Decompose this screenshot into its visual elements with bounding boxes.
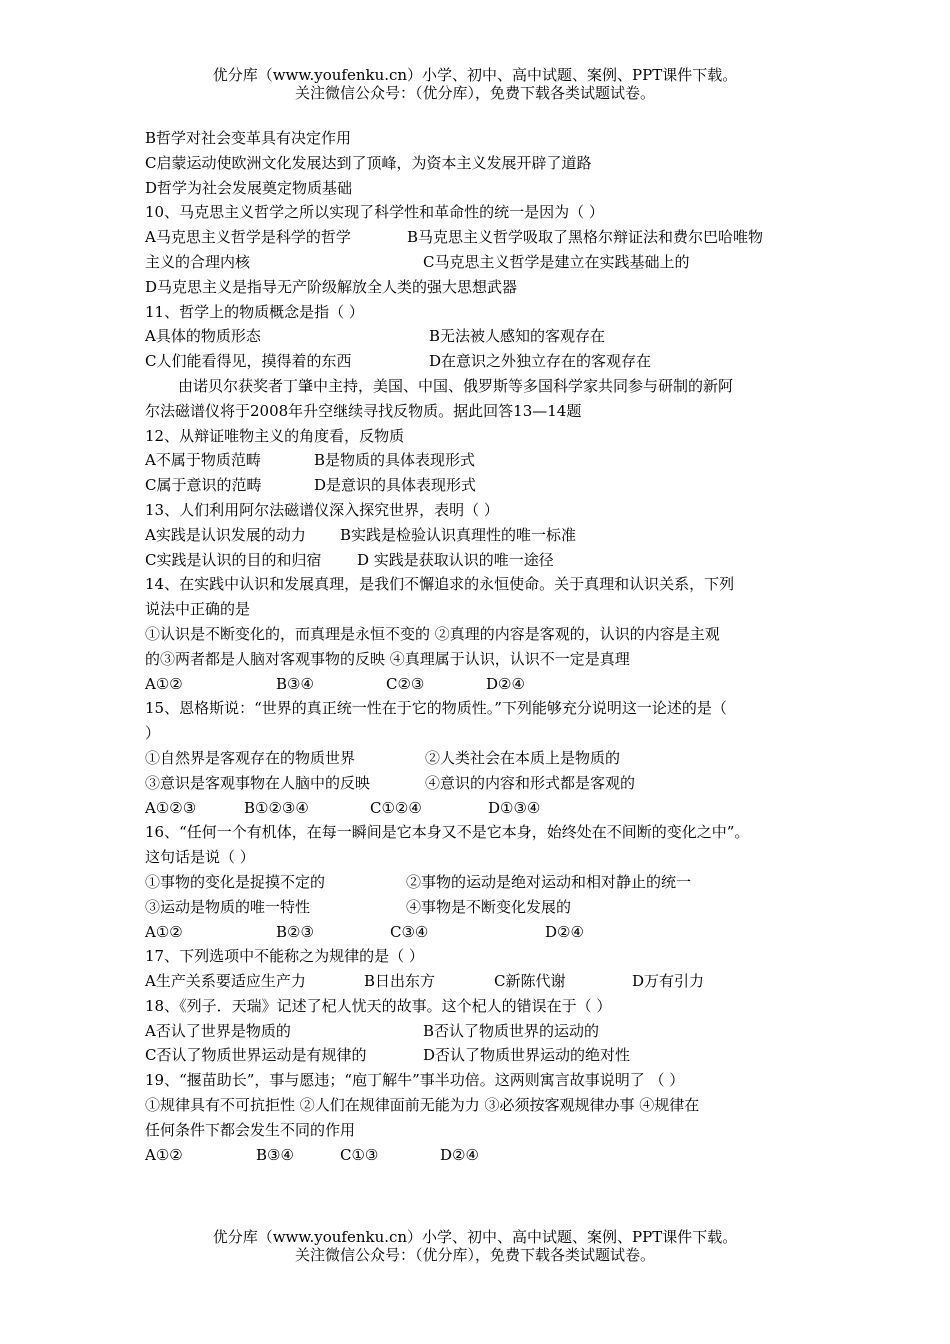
q19-choice-c: C①③: [340, 1145, 379, 1164]
q11-options-row-2: [145, 349, 825, 374]
q16-statements-2: [145, 895, 825, 920]
q17-stem: 17、下列选项中不能称之为规律的是（ ）: [145, 947, 424, 966]
q15-statements-2: [145, 771, 825, 796]
q16-choice-a: A①②: [145, 922, 183, 941]
q14-statements-2: 的③两者都是人脑对客观事物的反映 ④真理属于认识，认识不一定是真理: [145, 649, 630, 668]
q10-option-b-cont: 主义的合理内核: [145, 252, 251, 271]
header-line-2: 关注微信公众号：（优分库），免费下载各类试题试卷。: [294, 84, 655, 102]
q9-option-b: B哲学对社会变革具有决定作用: [145, 129, 352, 147]
q13-options-row-1: [145, 523, 825, 548]
q10-option-d: D马克思主义是指导无产阶级解放全人类的强大思想武器: [145, 277, 518, 296]
q15-stem-1: 15、恩格斯说：“世界的真正统一性在于它的物质性。”下列能够充分说明这一论述的是（: [145, 699, 727, 718]
q11-option-c: C人们能看得见，摸得着的东西: [145, 352, 352, 371]
q15-choice-a: A①②③: [145, 798, 197, 817]
header-line-1: 优分库（www.youfenku.cn）小学、初中、高中试题、案例、PPT课件下载。: [212, 66, 738, 84]
q12-option-a: A不属于物质范畴: [145, 451, 261, 470]
document-body: [145, 126, 825, 1167]
q17-choice-a: A生产关系要适应生产力: [145, 972, 306, 991]
q13-option-c: C实践是认识的目的和归宿: [145, 550, 322, 569]
q17-choice-b: B日出东方: [364, 972, 436, 991]
q10-options-row-1: [145, 225, 825, 250]
q15-choice-b: B①②③④: [244, 798, 309, 817]
q16-statement-3: ③运动是物质的唯一特性: [145, 897, 311, 916]
q15-statement-1: ①自然界是客观存在的物质世界: [145, 748, 356, 767]
q18-option-c: C否认了物质世界运动是有规律的: [145, 1046, 367, 1065]
q9-option-c: C启蒙运动使欧洲文化发展达到了顶峰，为资本主义发展开辟了道路: [145, 153, 592, 172]
q17-choices: [145, 969, 825, 994]
q16-stem-2: 这句话是说（ ）: [145, 848, 255, 867]
q14-statements-1: ①认识是不断变化的，而真理是永恒不变的 ②真理的内容是客观的，认识的内容是主观: [145, 624, 720, 643]
q16-statements-1: [145, 870, 825, 895]
q11-options-row-1: [145, 324, 825, 349]
q17-choice-c: C新陈代谢: [494, 972, 566, 991]
q18-option-d: D否认了物质世界运动的绝对性: [423, 1046, 631, 1065]
q11-stem: 11、哲学上的物质概念是指（ ）: [145, 302, 364, 321]
q15-statement-4: ④意识的内容和形式都是客观的: [425, 773, 636, 792]
q14-stem-1: 14、在实践中认识和发展真理，是我们不懈追求的永恒使命。关于真理和认识关系，下列: [145, 575, 735, 594]
q12-option-d: D是意识的具体表现形式: [314, 476, 477, 495]
footer-line-1: 优分库（www.youfenku.cn）小学、初中、高中试题、案例、PPT课件下载。: [212, 1228, 738, 1246]
q19-statements-1: ①规律具有不可抗拒性 ②人们在规律面前无能为力 ③必须按客观规律办事 ④规律在: [145, 1096, 700, 1115]
q12-option-b: B是物质的具体表现形式: [314, 451, 476, 470]
q18-stem: 18、《列子．天瑞》记述了杞人忧天的故事。这个杞人的错误在于（ ）: [145, 996, 612, 1015]
q13-stem: 13、人们利用阿尔法磁谱仪深入探究世界，表明（ ）: [145, 500, 499, 519]
q9-option-d: D哲学为社会发展奠定物质基础: [145, 178, 353, 197]
q14-choice-d: D②④: [486, 674, 525, 693]
q10-option-c: C马克思主义哲学是建立在实践基础上的: [423, 252, 690, 271]
q16-choice-c: C③④: [390, 922, 429, 941]
q11-option-a: A具体的物质形态: [145, 327, 261, 346]
q19-stem: 19、“揠苗助长”，事与愿违；“庖丁解牛”事半功倍。这两则寓言故事说明了 （ ）: [145, 1071, 685, 1090]
q16-statement-1: ①事物的变化是捉摸不定的: [145, 872, 326, 891]
q10-option-b: B马克思主义哲学吸取了黑格尔辩证法和费尔巴哈唯物: [407, 228, 764, 247]
q15-statements-1: [145, 746, 825, 771]
q13-option-d: D 实践是获取认识的唯一途径: [357, 550, 554, 569]
q17-choice-d: D万有引力: [632, 972, 705, 991]
q18-option-b: B否认了物质世界的运动的: [423, 1021, 600, 1040]
q19-choice-d: D②④: [440, 1145, 479, 1164]
q14-choices: [145, 672, 825, 697]
q18-option-a: A否认了世界是物质的: [145, 1021, 291, 1040]
page-footer: [0, 1228, 950, 1264]
q15-statement-3: ③意识是客观事物在人脑中的反映: [145, 773, 371, 792]
q19-choice-b: B③④: [256, 1145, 294, 1164]
page-header: [0, 66, 950, 102]
q15-choice-c: C①②④: [370, 798, 422, 817]
q11-option-b: B无法被人感知的客观存在: [429, 327, 606, 346]
q10-options-row-2: [145, 250, 825, 275]
q18-options-row-1: [145, 1019, 825, 1044]
q14-choice-b: B③④: [276, 674, 314, 693]
q16-choices: [145, 920, 825, 945]
q12-options-row-1: [145, 448, 825, 473]
passage-line-2: 尔法磁谱仪将于2008年升空继续寻找反物质。据此回答13—14题: [145, 401, 582, 420]
q15-choice-d: D①③④: [488, 798, 541, 817]
q19-choice-a: A①②: [145, 1145, 183, 1164]
q16-statement-4: ④事物是不断变化发展的: [406, 897, 572, 916]
q13-option-b: B实践是检验认识真理性的唯一标准: [340, 525, 577, 544]
q15-choices: [145, 796, 825, 821]
q19-choices: [145, 1143, 825, 1168]
q16-stem-1: 16、“任何一个有机体，在每一瞬间是它本身又不是它本身，始终处在不间断的变化之中”。: [145, 823, 750, 842]
q16-choice-b: B②③: [276, 922, 314, 941]
footer-line-2: 关注微信公众号：（优分库），免费下载各类试题试卷。: [294, 1246, 655, 1264]
q16-choice-d: D②④: [545, 922, 584, 941]
q10-option-a: A马克思主义哲学是科学的哲学: [145, 228, 351, 247]
q12-option-c: C属于意识的范畴: [145, 476, 262, 495]
q14-choice-c: C②③: [386, 674, 425, 693]
q12-options-row-2: [145, 473, 825, 498]
q10-stem: 10、马克思主义哲学之所以实现了科学性和革命性的统一是因为（ ）: [145, 203, 604, 222]
q14-stem-2: 说法中正确的是: [145, 600, 251, 619]
passage-line-1: 由诺贝尔获奖者丁肇中主持，美国、中国、俄罗斯等多国科学家共同参与研制的新阿: [178, 376, 734, 395]
q12-stem: 12、从辩证唯物主义的角度看，反物质: [145, 426, 405, 445]
q15-stem-2: ）: [145, 724, 161, 743]
q18-options-row-2: [145, 1043, 825, 1068]
q13-options-row-2: [145, 548, 825, 573]
q16-statement-2: ②事物的运动是绝对运动和相对静止的统一: [406, 872, 692, 891]
q15-statement-2: ②人类社会在本质上是物质的: [425, 748, 621, 767]
q11-option-d: D在意识之外独立存在的客观存在: [429, 352, 652, 371]
q14-choice-a: A①②: [145, 674, 183, 693]
q13-option-a: A实践是认识发展的动力: [145, 525, 306, 544]
q19-statements-2: 任何条件下都会发生不同的作用: [145, 1120, 356, 1139]
